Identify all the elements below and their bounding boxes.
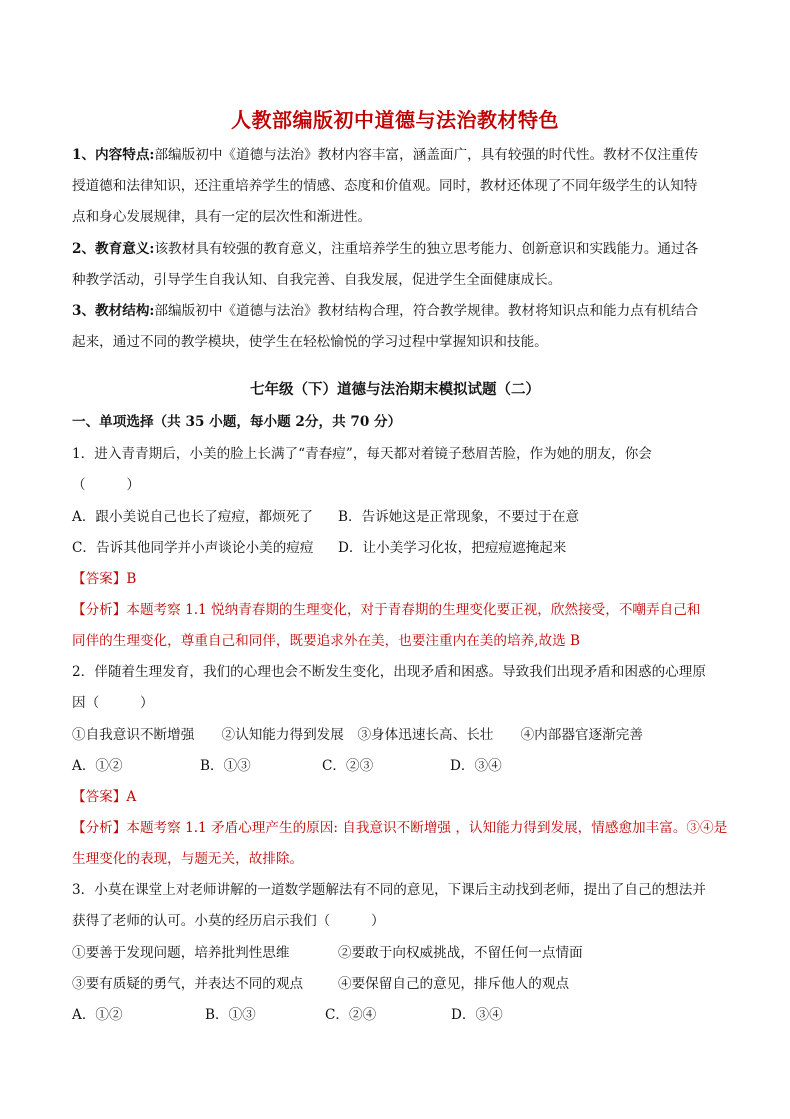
question-1-answer: 【答案】B — [72, 571, 137, 587]
intro-paragraph-content — [72, 140, 722, 233]
question-2-answer: 【答案】A — [72, 789, 137, 805]
intro-paragraph-structure — [72, 296, 722, 358]
question-2-option-d: D．③④ — [450, 758, 502, 774]
intro-line: 该教材具有较强的教育意义，注重培养学生的独立思考能力、创新意识和实践能力。通过各 — [154, 241, 699, 257]
question-1-option-d: D．让小美学习化妆，把痘痘遮掩起来 — [338, 540, 567, 556]
question-1-stem: 1．进入青青期后，小美的脸上长满了“青春痘”，每天都对着镜子愁眉苦脸，作为她的朋友，你会 — [72, 446, 652, 462]
question-2-option-c: C．②③ — [322, 758, 374, 774]
intro-line: 授道德和法律知识，还注重培养学生的情感、态度和价值观。同时，教材还体现了不同年级学生的认知特 — [72, 178, 698, 194]
question-3-item-4: ④要保留自己的意见，排斥他人的观点 — [338, 976, 570, 992]
question-3-option-b: B．①③ — [205, 1007, 256, 1023]
question-3-item-1: ①要善于发现问题，培养批判性思维 — [72, 945, 290, 961]
question-2-option-a: A．①② — [72, 758, 123, 774]
intro-paragraph-education — [72, 234, 722, 296]
intro-line: 部编版初中《道德与法治》教材内容丰富，涵盖面广，具有较强的时代性。教材不仅注重传 — [154, 147, 699, 163]
intro-label: 1、内容特点: — [72, 147, 155, 163]
intro-label: 2、教育意义: — [72, 241, 155, 257]
exam-title: 七年级（下）道德与法治期末模拟试题（二） — [250, 381, 540, 398]
question-3-stem: 3．小莫在课堂上对老师讲解的一道数学题解法有不同的意见，下课后主动找到老师，提出了自己的想法并 — [72, 882, 706, 898]
intro-line: 点和身心发展规律，具有一定的层次性和渐进性。 — [72, 209, 372, 225]
question-2-blank: 因（ ） — [72, 695, 154, 711]
question-2-option-b: B．①③ — [200, 758, 251, 774]
question-1-option-b: B．告诉她这是正常现象，不要过于在意 — [338, 509, 580, 525]
intro-line: 部编版初中《道德与法治》教材结构合理，符合教学规律。教材将知识点和能力点有机结合 — [154, 303, 699, 319]
question-1-blank: （ ） — [72, 477, 140, 493]
question-1-analysis-cont: 同伴的生理变化，尊重自己和同伴，既要追求外在美，也要注重内在美的培养,故选 B — [72, 633, 581, 649]
question-3-stem-cont: 获得了老师的认可。小莫的经历启示我们（ ） — [72, 913, 385, 929]
intro-label: 3、教材结构: — [72, 303, 155, 319]
intro-line: 起来，通过不同的教学模块，使学生在轻松愉悦的学习过程中掌握知识和技能。 — [72, 334, 548, 350]
question-3-option-a: A．①② — [72, 1007, 123, 1023]
question-1-option-c: C．告诉其他同学并小声谈论小美的痘痘 — [72, 540, 314, 556]
document-title: 人教部编版初中道德与法治教材特色 — [231, 108, 559, 132]
question-3-option-d: D．③④ — [451, 1007, 503, 1023]
question-1-analysis: 【分析】本题考察 1.1 悦纳青春期的生理变化，对于青春期的生理变化要正视，欣然接受，不嘲弄自己和 — [72, 602, 701, 618]
question-3-item-3: ③要有质疑的勇气，并表达不同的观点 — [72, 976, 304, 992]
section-heading: 一、单项选择（共 35 小题，每小题 2分，共 70 分） — [72, 414, 402, 430]
question-3-option-c: C．②④ — [325, 1007, 377, 1023]
intro-line: 种教学活动，引导学生自我认知、自我完善、自我发展，促进学生全面健康成长。 — [72, 272, 562, 288]
question-2-items: ①自我意识不断增强 ②认知能力得到发展 ③身体迅速长高、长壮 ④内部器官逐渐完善 — [72, 727, 643, 743]
question-1-option-a: A．跟小美说自己也长了痘痘，都烦死了 — [72, 509, 313, 525]
question-2-stem: 2．伴随着生理发育，我们的心理也会不断发生变化，出现矛盾和困惑。导致我们出现矛盾和困惑的心理原 — [72, 664, 706, 680]
question-2-analysis-cont: 生理变化的表现，与题无关，故排除。 — [72, 851, 304, 867]
question-3-item-2: ②要敢于向权威挑战，不留任何一点情面 — [338, 945, 583, 961]
question-2-analysis: 【分析】本题考察 1.1 矛盾心理产生的原因: 自我意识不断增强 ，认知能力得到发展，情感愈加丰富。③④是 — [72, 820, 728, 836]
